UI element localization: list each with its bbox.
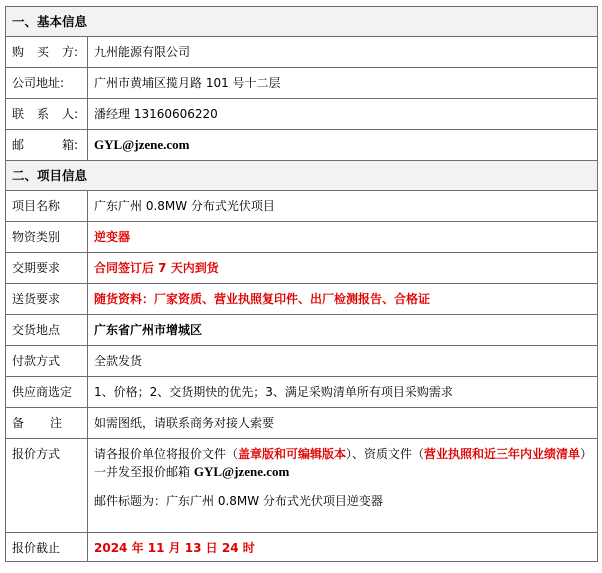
row-address [6, 68, 598, 99]
row-category [6, 222, 598, 253]
row-supplier [6, 377, 598, 408]
section-basic [6, 7, 598, 37]
delivery-label: 交期要求 [6, 253, 88, 284]
section-basic-title: 一、基本信息 [6, 7, 598, 37]
address-label: 公司地址: [6, 68, 88, 99]
row-place [6, 315, 598, 346]
email-link[interactable]: GYL@jzene.com [94, 137, 190, 152]
deadline-value: 2024 年 11 月 13 日 24 时 [88, 533, 598, 562]
project-name-label: 项目名称 [6, 191, 88, 222]
quote-label: 报价方式 [6, 439, 88, 533]
quote-subject: 邮件标题为：广东广州 0.8MW 分布式光伏项目逆变器 [94, 494, 383, 508]
row-quote [6, 439, 598, 533]
buyer-value: 九州能源有限公司 [88, 37, 598, 68]
quote-instructions: 请各报价单位将报价文件（盖章版和可编辑版本）、资质文件（营业执照和近三年内业绩清单）一并发至报价邮箱 GYL@jzene.com [94, 447, 587, 479]
shipping-value: 随货资料：厂家资质、营业执照复印件、出厂检测报告、合格证 [88, 284, 598, 315]
contact-value: 潘经理 13160606220 [88, 99, 598, 130]
payment-label: 付款方式 [6, 346, 88, 377]
delivery-value: 合同签订后 7 天内到货 [88, 253, 598, 284]
category-value: 逆变器 [88, 222, 598, 253]
quote-email-link[interactable]: GYL@jzene.com [193, 464, 290, 479]
row-deadline [6, 533, 598, 562]
row-delivery [6, 253, 598, 284]
remark-label: 备 注 [6, 408, 88, 439]
row-project-name [6, 191, 598, 222]
row-shipping [6, 284, 598, 315]
place-value: 广东省广州市增城区 [88, 315, 598, 346]
remark-value: 如需图纸，请联系商务对接人索要 [88, 408, 598, 439]
address-value: 广州市黄埔区揽月路 101 号十二层 [88, 68, 598, 99]
info-table [5, 6, 598, 562]
row-buyer [6, 37, 598, 68]
supplier-label: 供应商选定 [6, 377, 88, 408]
row-payment [6, 346, 598, 377]
place-label: 交货地点 [6, 315, 88, 346]
project-name-value: 广东广州 0.8MW 分布式光伏项目 [88, 191, 598, 222]
section-project-title: 二、项目信息 [6, 161, 598, 191]
email-label: 邮 箱: [6, 130, 88, 161]
row-contact [6, 99, 598, 130]
contact-label: 联 系 人: [6, 99, 88, 130]
supplier-value: 1、价格；2、交货期快的优先；3、满足采购清单所有项目采购需求 [88, 377, 598, 408]
category-label: 物资类别 [6, 222, 88, 253]
section-project [6, 161, 598, 191]
quote-value [88, 439, 598, 533]
shipping-label: 送货要求 [6, 284, 88, 315]
row-email [6, 130, 598, 161]
deadline-label: 报价截止 [6, 533, 88, 562]
row-remark [6, 408, 598, 439]
buyer-label: 购 买 方: [6, 37, 88, 68]
payment-value: 全款发货 [88, 346, 598, 377]
procurement-notice [5, 6, 597, 562]
